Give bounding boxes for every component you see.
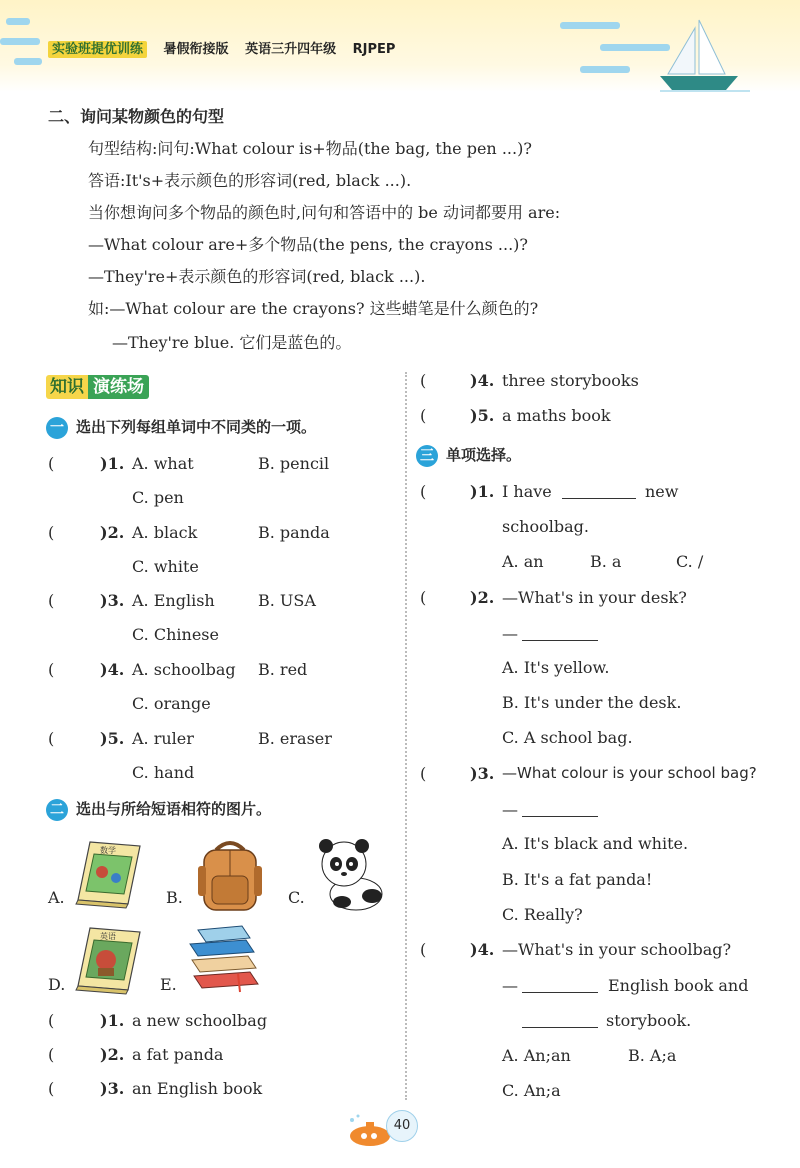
pic-label-e: E. <box>160 975 177 994</box>
p3-q1-c: C. / <box>676 552 704 571</box>
grammar-line-5: —They're+表示颜色的形容词(red, black ...). <box>88 267 426 286</box>
p3-q2-a: A. It's yellow. <box>502 658 610 677</box>
sailboat-icon <box>560 10 800 92</box>
part3-title <box>416 444 521 467</box>
grammar-line-2: 答语:It's+表示颜色的形容词(red, black ...). <box>88 171 412 190</box>
p3-q1-paren[interactable]: ( <box>420 482 427 501</box>
part2-number: 二 <box>46 799 68 821</box>
p1-q2-b: B. panda <box>258 523 330 542</box>
p1-q4-num: )4. <box>100 660 125 679</box>
practice-badge <box>46 372 149 397</box>
p3-q3-b: B. It's a fat panda! <box>502 870 653 889</box>
p1-q1-paren[interactable]: ( <box>48 454 55 473</box>
p3-q4-end: storybook. <box>606 1011 692 1030</box>
p2-q1-paren[interactable]: ( <box>48 1011 55 1030</box>
p2-q3-text: an English book <box>132 1079 263 1098</box>
math-book-title: 数学 <box>100 846 116 855</box>
p2-q4-paren[interactable]: ( <box>420 371 427 390</box>
p3-q1-blank[interactable] <box>562 484 636 499</box>
grammar-line-3: 当你想询问多个物品的颜色时,问句和答语中的 be 动词都要用 are: <box>88 203 561 222</box>
p3-q1-pre: I have <box>502 482 552 501</box>
p3-q1-line2: schoolbag. <box>502 517 589 536</box>
p1-q1-num: )1. <box>100 454 125 473</box>
badge-part-2: 演练场 <box>88 375 149 399</box>
p2-q4-num: )4. <box>470 371 495 390</box>
p2-q5-num: )5. <box>470 406 495 425</box>
p3-q3-num: )3. <box>470 764 495 783</box>
part2-instruction: 选出与所给短语相符的图片。 <box>76 800 272 818</box>
p2-q3-num: )3. <box>100 1079 125 1098</box>
p3-q2-blank[interactable] <box>522 626 598 641</box>
math-book-icon <box>72 838 144 910</box>
pic-label-a: A. <box>48 888 65 907</box>
p2-q3-paren[interactable]: ( <box>48 1079 55 1098</box>
subject-name: 英语三升四年级 <box>245 42 337 57</box>
p1-q5-a: A. ruler <box>132 729 194 748</box>
part3-number: 三 <box>416 445 438 467</box>
english-book-title: 英语 <box>100 932 116 941</box>
series-name: 实验班提优训练 <box>48 41 147 58</box>
p1-q3-a: A. English <box>132 591 215 610</box>
p3-q4-dash: — <box>502 976 518 995</box>
p3-q2-question: —What's in your desk? <box>502 588 687 607</box>
p1-q1-c: C. pen <box>132 488 184 507</box>
storybooks-icon <box>184 922 264 994</box>
p1-q3-num: )3. <box>100 591 125 610</box>
p1-q2-num: )2. <box>100 523 125 542</box>
p3-q4-question: —What's in your schoolbag? <box>502 940 732 959</box>
p3-q2-paren[interactable]: ( <box>420 588 427 607</box>
p1-q5-b: B. eraser <box>258 729 332 748</box>
p3-q1-b: B. a <box>590 552 622 571</box>
p3-q4-paren[interactable]: ( <box>420 940 427 959</box>
p1-q5-num: )5. <box>100 729 125 748</box>
p1-q1-b: B. pencil <box>258 454 330 473</box>
p1-q4-a: A. schoolbag <box>132 660 236 679</box>
p2-q1-num: )1. <box>100 1011 125 1030</box>
p3-q2-dash: — <box>502 624 518 643</box>
p3-q4-a: A. An;an <box>502 1046 571 1065</box>
p2-q4-text: three storybooks <box>502 371 639 390</box>
p1-q3-c: C. Chinese <box>132 625 219 644</box>
column-divider <box>405 372 407 1100</box>
pic-label-b: B. <box>166 888 183 907</box>
p3-q2-c: C. A school bag. <box>502 728 633 747</box>
part1-number: 一 <box>46 417 68 439</box>
p3-q1-a: A. an <box>502 552 544 571</box>
p3-q4-blank-2[interactable] <box>522 1013 598 1028</box>
english-book-icon <box>72 924 144 996</box>
edition-name: 暑假衔接版 <box>163 42 229 57</box>
p3-q4-c: C. An;a <box>502 1081 561 1100</box>
p1-q4-c: C. orange <box>132 694 211 713</box>
grammar-line-6: 如:—What colour are the crayons? 这些蜡笔是什么颜色的? <box>88 299 539 318</box>
p1-q4-paren[interactable]: ( <box>48 660 55 679</box>
badge-part-1: 知识 <box>46 375 88 399</box>
part1-instruction: 选出下列每组单词中不同类的一项。 <box>76 418 317 436</box>
p2-q5-text: a maths book <box>502 406 611 425</box>
p1-q5-paren[interactable]: ( <box>48 729 55 748</box>
p3-q1-post: new <box>645 482 679 501</box>
p3-q2-b: B. It's under the desk. <box>502 693 682 712</box>
schoolbag-icon <box>190 836 270 916</box>
version-name: RJPEP <box>352 42 396 57</box>
pic-label-c: C. <box>288 888 305 907</box>
p2-q2-text: a fat panda <box>132 1045 224 1064</box>
part1-title <box>46 416 316 439</box>
submarine-icon <box>346 1114 392 1150</box>
p1-q3-b: B. USA <box>258 591 316 610</box>
p3-q4-mid: English book and <box>608 976 749 995</box>
p3-q3-c: C. Really? <box>502 905 583 924</box>
grammar-title: 二、询问某物颜色的句型 <box>48 107 225 126</box>
part2-title <box>46 798 271 821</box>
p2-q1-text: a new schoolbag <box>132 1011 268 1030</box>
p1-q2-c: C. white <box>132 557 199 576</box>
p1-q2-paren[interactable]: ( <box>48 523 55 542</box>
p1-q4-b: B. red <box>258 660 308 679</box>
p3-q3-a: A. It's black and white. <box>502 834 689 853</box>
p3-q1-num: )1. <box>470 482 495 501</box>
p3-q3-question: —What colour is your school bag? <box>502 764 757 782</box>
grammar-line-1: 句型结构:问句:What colour is+物品(the bag, the pen ...)? <box>88 139 532 158</box>
p3-q4-num: )4. <box>470 940 495 959</box>
p3-q4-blank-1[interactable] <box>522 978 598 993</box>
panda-icon <box>312 834 392 914</box>
p3-q2-num: )2. <box>470 588 495 607</box>
p3-q3-dash: — <box>502 800 518 819</box>
part3-instruction: 单项选择。 <box>446 446 522 464</box>
p1-q5-c: C. hand <box>132 763 195 782</box>
p1-q2-a: A. black <box>132 523 198 542</box>
header-title <box>48 38 407 57</box>
p3-q3-blank[interactable] <box>522 802 598 817</box>
grammar-line-4: —What colour are+多个物品(the pens, the crayons ...)? <box>88 235 528 254</box>
page-number: 40 <box>386 1110 418 1142</box>
p2-q5-paren[interactable]: ( <box>420 406 427 425</box>
p1-q3-paren[interactable]: ( <box>48 591 55 610</box>
p1-q1-a: A. what <box>132 454 194 473</box>
p3-q4-b: B. A;a <box>628 1046 677 1065</box>
p2-q2-num: )2. <box>100 1045 125 1064</box>
p2-q2-paren[interactable]: ( <box>48 1045 55 1064</box>
grammar-line-7: —They're blue. 它们是蓝色的。 <box>112 333 352 352</box>
pic-label-d: D. <box>48 975 66 994</box>
p3-q3-paren[interactable]: ( <box>420 764 427 783</box>
